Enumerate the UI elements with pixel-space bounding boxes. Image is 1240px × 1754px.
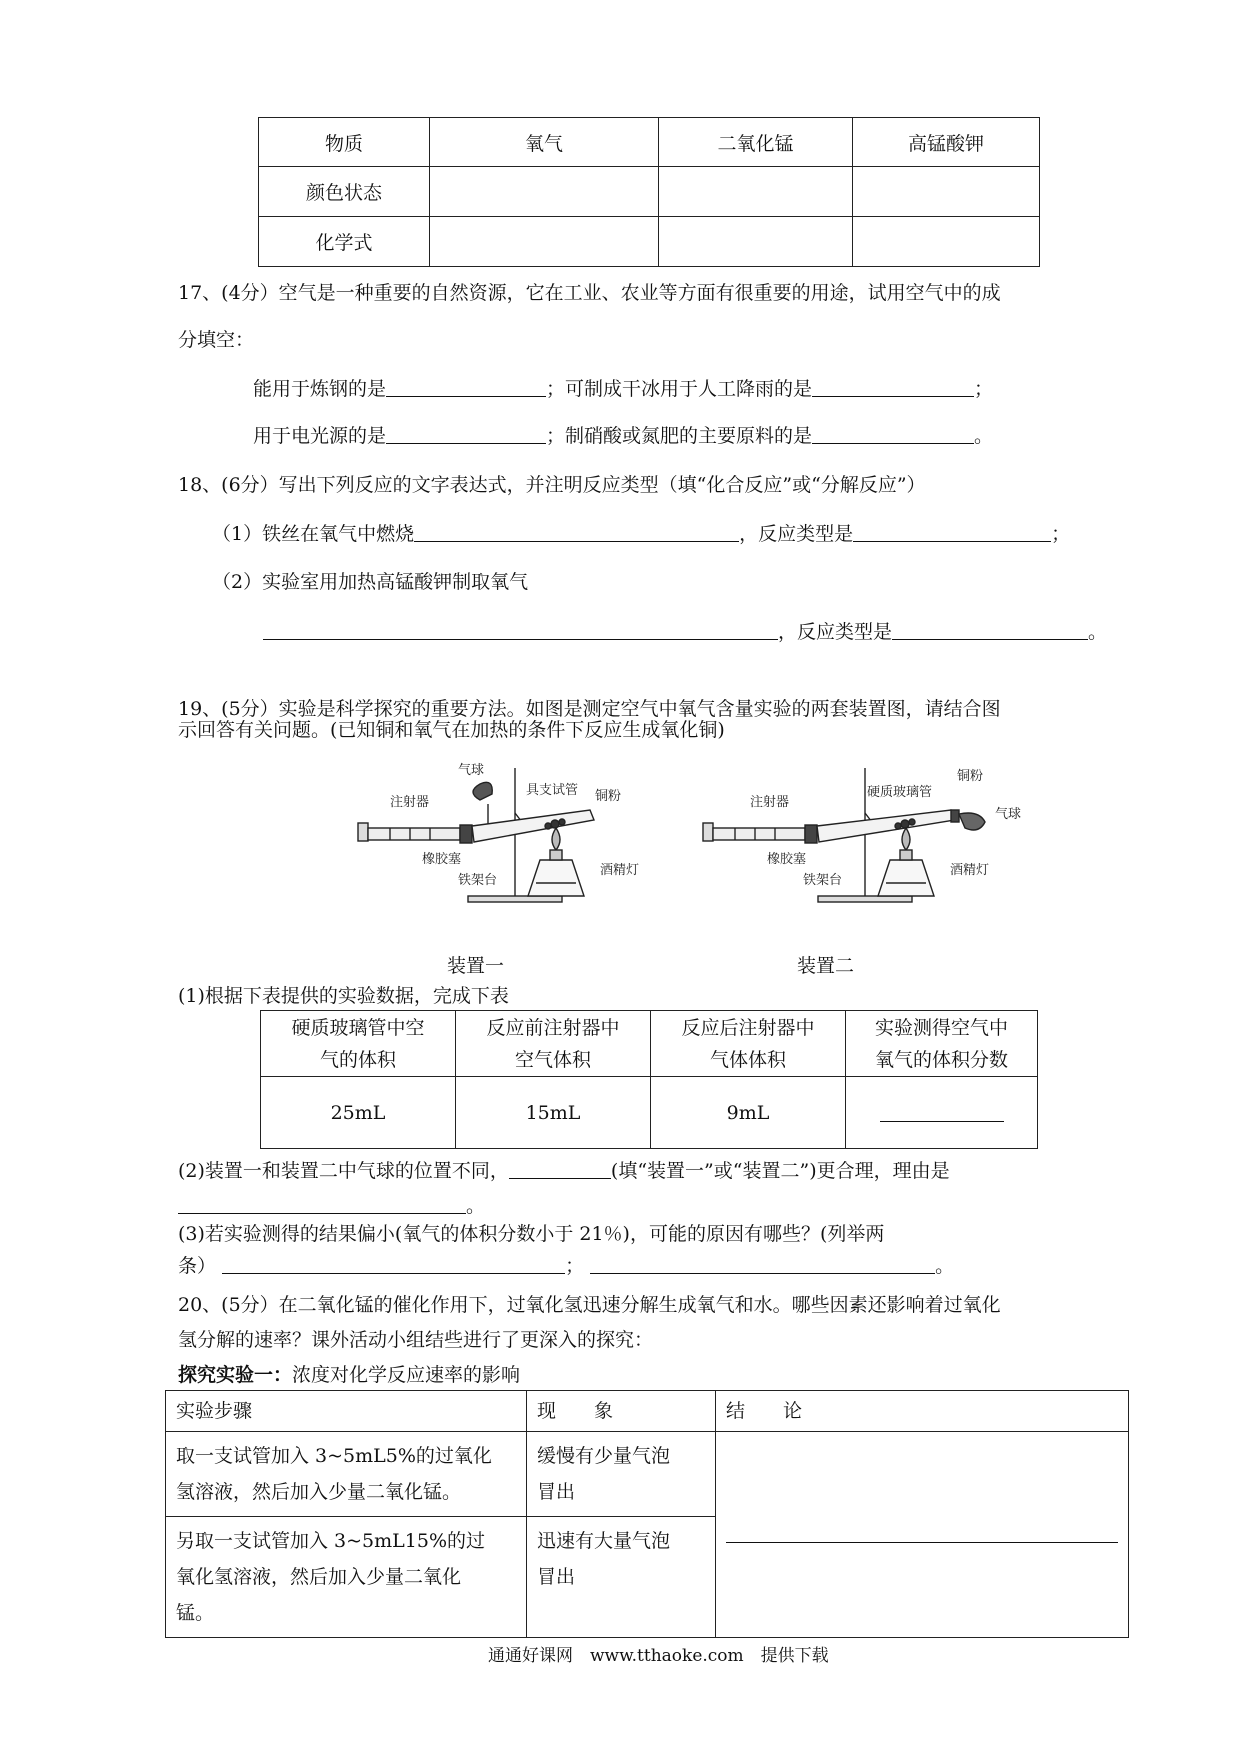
table-cell-conclusion[interactable] bbox=[716, 1432, 1129, 1638]
q18-part2-answer: ，反应类型是 。 bbox=[263, 618, 1107, 646]
label-glass-tube: 硬质玻璃管 bbox=[867, 785, 933, 800]
label-stand: 铁架台 bbox=[803, 873, 843, 888]
q18-line1: 18、(6分）写出下列反应的文字表达式，并注明反应类型（填“化合反应”或“分解反应”） bbox=[178, 474, 926, 496]
table-header-cell: 物质 bbox=[259, 118, 430, 167]
table-cell: 取一支试管加入 3~5mL5%的过氧化 氢溶液，然后加入少量二氧化锰。 bbox=[166, 1432, 527, 1517]
table-cell: 9mL bbox=[651, 1077, 846, 1149]
table-header-cell: 实验测得空气中 氧气的体积分数 bbox=[846, 1011, 1038, 1077]
answer-blank[interactable] bbox=[386, 376, 546, 397]
q17-line4: 用于电光源的是 ；制硝酸或氮肥的主要原料的是 。 bbox=[253, 425, 994, 447]
q20-line1: 20、(5分）在二氧化锰的催化作用下，过氧化氢迅速分解生成氧气和水。哪些因素还影响着过氧化 bbox=[178, 1294, 1001, 1316]
answer-blank[interactable] bbox=[509, 1158, 611, 1179]
substance-table bbox=[258, 117, 1040, 267]
label-syringe: 注射器 bbox=[390, 795, 430, 810]
label-syringe: 注射器 bbox=[750, 795, 790, 810]
figure-caption-1: 装置一 bbox=[447, 955, 505, 977]
table-header-cell: 反应后注射器中 气体体积 bbox=[651, 1011, 846, 1077]
table-cell: 迅速有大量气泡 冒出 bbox=[527, 1517, 716, 1638]
table-cell-empty[interactable] bbox=[853, 167, 1040, 217]
q19-sub2: (2)装置一和装置二中气球的位置不同， (填“装置一”或“装置二”)更合理，理由是 bbox=[178, 1160, 950, 1182]
label-stopper: 橡胶塞 bbox=[767, 852, 807, 867]
q17-line1: 17、(4分）空气是一种重要的自然资源，它在工业、农业等方面有很重要的用途，试用空气中的成 bbox=[178, 282, 1001, 304]
label-copper: 铜粉 bbox=[957, 769, 984, 784]
answer-blank[interactable] bbox=[892, 619, 1088, 640]
q20-exp-title: 探究实验一：浓度对化学反应速率的影响 bbox=[178, 1364, 521, 1386]
table-cell-answer[interactable] bbox=[846, 1077, 1038, 1149]
answer-blank[interactable] bbox=[590, 1253, 935, 1274]
answer-blank[interactable] bbox=[880, 1101, 1004, 1122]
q19-sub2-reason: 。 bbox=[178, 1192, 485, 1220]
answer-blank[interactable] bbox=[414, 521, 739, 542]
table-cell: 15mL bbox=[456, 1077, 651, 1149]
table-cell-empty[interactable] bbox=[659, 217, 853, 267]
answer-blank[interactable] bbox=[386, 423, 546, 444]
table-cell-empty[interactable] bbox=[430, 167, 659, 217]
label-side-tube: 具支试管 bbox=[526, 783, 579, 798]
q19-line1: 19、(5分）实验是科学探究的重要方法。如图是测定空气中氧气含量实验的两套装置图，请结合图 bbox=[178, 698, 1001, 720]
label-balloon: 气球 bbox=[995, 807, 1022, 822]
table-header-cell: 结 论 bbox=[716, 1391, 1129, 1432]
answer-blank[interactable] bbox=[263, 619, 778, 640]
table-cell: 另取一支试管加入 3~5mL15%的过 氧化氢溶液，然后加入少量二氧化 锰。 bbox=[166, 1517, 527, 1638]
table-cell-empty[interactable] bbox=[659, 167, 853, 217]
label-balloon: 气球 bbox=[458, 763, 485, 778]
q19-sub1: (1)根据下表提供的实验数据，完成下表 bbox=[178, 985, 509, 1007]
q17-line3: 能用于炼钢的是 ；可制成干冰用于人工降雨的是 ； bbox=[253, 378, 994, 400]
answer-blank[interactable] bbox=[222, 1253, 565, 1274]
table-header-cell: 氧气 bbox=[430, 118, 659, 167]
label-lamp: 酒精灯 bbox=[950, 863, 990, 878]
table-cell: 25mL bbox=[261, 1077, 456, 1149]
answer-blank[interactable] bbox=[812, 423, 974, 444]
table-cell-empty[interactable] bbox=[430, 217, 659, 267]
answer-blank[interactable] bbox=[726, 1522, 1118, 1543]
table-header-cell: 反应前注射器中 空气体积 bbox=[456, 1011, 651, 1077]
q20-line2: 氢分解的速率？课外活动小组结些进行了更深入的探究： bbox=[178, 1329, 654, 1351]
page-footer: 通通好课网 www.tthaoke.com 提供下载 bbox=[488, 1646, 829, 1666]
q18-part2: （2）实验室用加热高锰酸钾制取氧气 bbox=[212, 571, 529, 593]
apparatus-figure-1 bbox=[350, 758, 680, 908]
table-cell: 缓慢有少量气泡 冒出 bbox=[527, 1432, 716, 1517]
table-header-cell: 现 象 bbox=[527, 1391, 716, 1432]
table-header-cell: 实验步骤 bbox=[166, 1391, 527, 1432]
table-header-cell: 硬质玻璃管中空 气的体积 bbox=[261, 1011, 456, 1077]
q19-sub3: (3)若实验测得的结果偏小(氧气的体积分数小于 21％)，可能的原因有哪些？(列举两 bbox=[178, 1223, 885, 1245]
q17-line2: 分填空： bbox=[178, 329, 255, 351]
q18-part1: （1）铁丝在氧气中燃烧 ，反应类型是 ； bbox=[212, 523, 1071, 545]
experiment-data-table bbox=[260, 1010, 1038, 1149]
experiment-table bbox=[165, 1390, 1129, 1638]
answer-blank[interactable] bbox=[853, 521, 1051, 542]
table-header-cell: 二氧化锰 bbox=[659, 118, 853, 167]
label-lamp: 酒精灯 bbox=[600, 863, 640, 878]
table-header-cell: 高锰酸钾 bbox=[853, 118, 1040, 167]
apparatus-figure-2 bbox=[695, 758, 1045, 908]
label-stopper: 橡胶塞 bbox=[422, 852, 462, 867]
label-copper: 铜粉 bbox=[595, 789, 622, 804]
q19-sub3-answer: 条） ； 。 bbox=[178, 1255, 955, 1277]
table-row-label: 化学式 bbox=[259, 217, 430, 267]
q19-line2: 示回答有关问题。(已知铜和氧气在加热的条件下反应生成氧化铜) bbox=[178, 719, 725, 741]
answer-blank[interactable] bbox=[812, 376, 974, 397]
table-cell-empty[interactable] bbox=[853, 217, 1040, 267]
answer-blank[interactable] bbox=[178, 1193, 466, 1214]
figure-caption-2: 装置二 bbox=[797, 955, 855, 977]
table-row-label: 颜色状态 bbox=[259, 167, 430, 217]
label-stand: 铁架台 bbox=[458, 873, 498, 888]
